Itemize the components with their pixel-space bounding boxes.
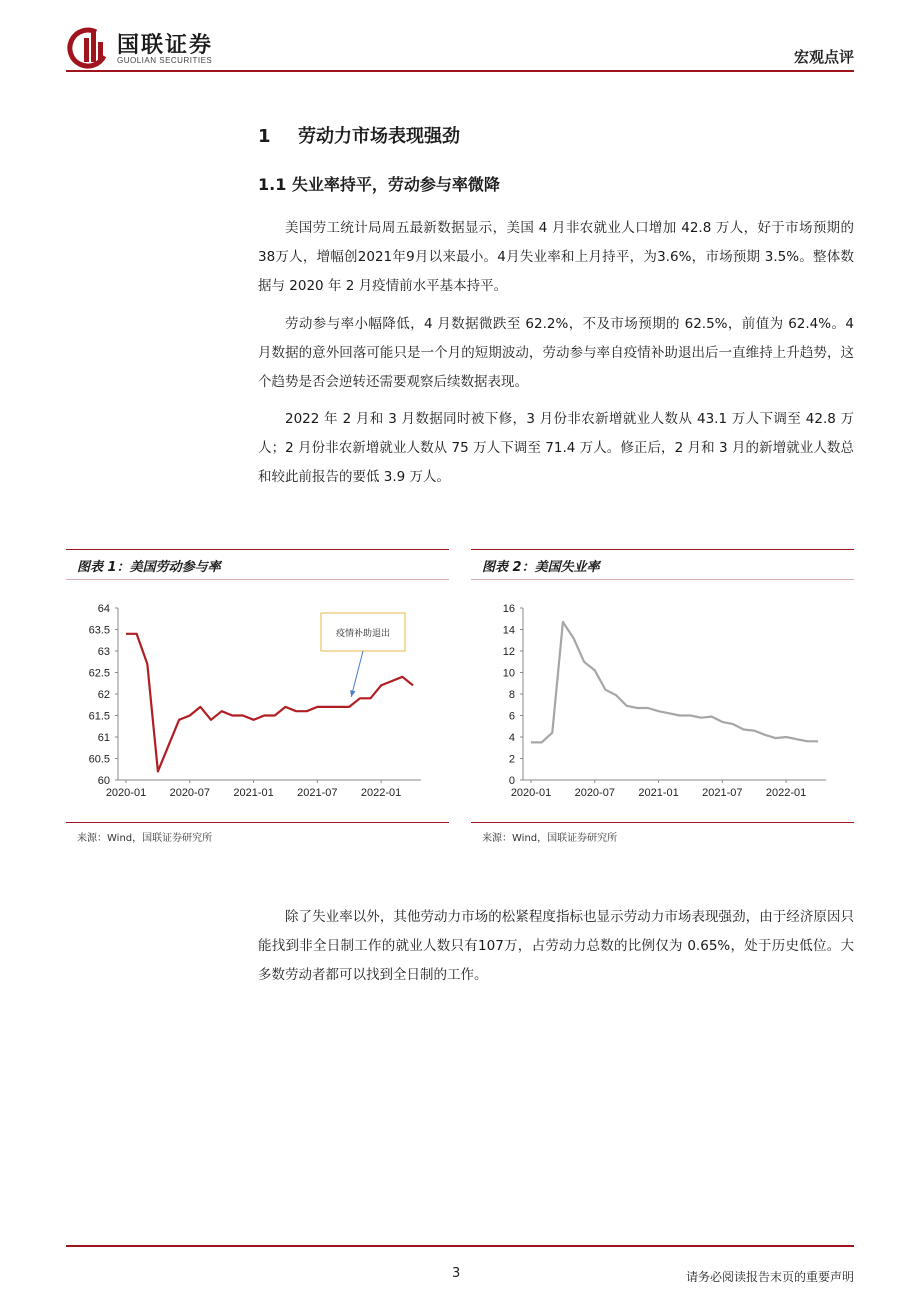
figure2-top-rule xyxy=(471,549,854,550)
disclaimer-note: 请务必阅读报告末页的重要声明 xyxy=(685,1270,854,1284)
y-tick-label: 64 xyxy=(97,603,110,615)
x-tick-label: 2020-07 xyxy=(169,787,210,799)
section-number: 1 xyxy=(258,126,271,147)
header-divider xyxy=(66,70,854,72)
figure1-bottom-rule xyxy=(66,822,449,823)
brand-name: 国联证券 xyxy=(117,33,214,58)
y-tick-label: 8 xyxy=(508,689,515,701)
y-tick-label: 62 xyxy=(97,689,110,701)
x-tick-label: 2021-07 xyxy=(702,787,743,799)
series-line-0 xyxy=(126,634,413,772)
figure1-source: 来源：Wind，国联证券研究所 xyxy=(77,833,213,844)
subsection-heading: 1.1 失业率持平，劳动参与率微降 xyxy=(258,175,500,194)
page-number: 3 xyxy=(452,1266,461,1281)
x-tick-label: 2021-01 xyxy=(638,787,679,799)
figure1-title-rule xyxy=(66,579,449,580)
x-tick-label: 2021-07 xyxy=(297,787,338,799)
figure2-source: 来源：Wind，国联证券研究所 xyxy=(482,833,618,844)
x-tick-label: 2020-01 xyxy=(510,787,552,799)
series-line-0 xyxy=(531,622,818,742)
x-tick-label: 2022-01 xyxy=(765,787,807,799)
paragraph-part-time: 除了失业率以外，其他劳动力市场的松紧程度指标也显示劳动力市场表现强劲，由于经济原因只能找到非全日制工作的就业人数只有107万，占劳动力总数的比例仅为 0.65%，处于历史低位。大多数劳动者都可以找到全日制的工作。 xyxy=(258,909,854,983)
x-tick-label: 2020-01 xyxy=(105,787,147,799)
paragraph-payrolls: 美国劳工统计局周五最新数据显示，美国 4 月非农就业人口增加 42.8 万人，好于市场预期的38万人，增幅创2021年9月以来最小。4月失业率和上月持平，为3.6%，市场预期 3.5%。整体数据与 2020 年 2 月疫情前水平基本持平。 xyxy=(258,220,854,294)
report-category: 宏观点评 xyxy=(793,48,854,66)
figure2-bottom-rule xyxy=(471,822,854,823)
y-tick-label: 14 xyxy=(502,624,515,637)
guolian-logo-icon xyxy=(66,26,110,70)
x-tick-label: 2021-01 xyxy=(233,787,274,799)
x-tick-label: 2022-01 xyxy=(360,787,402,799)
y-tick-label: 60.5 xyxy=(88,753,110,766)
paragraph-revisions: 2022 年 2 月和 3 月数据同时被下修，3 月份非农新增就业人数从 43.1 万人下调至 42.8 万人；2 月份非农新增就业人数从 75 万人下调至 71.4 万人。修正后，2 月和 3 月的新增就业人数总和较此前报告的要低 3.9 万人。 xyxy=(258,411,854,485)
figure1-title: 图表 1：美国劳动参与率 xyxy=(77,560,221,575)
y-tick-label: 63.5 xyxy=(88,624,110,637)
y-tick-label: 2 xyxy=(508,753,515,766)
y-tick-label: 10 xyxy=(502,667,515,680)
unemployment-rate-chart xyxy=(471,590,854,810)
participation-rate-chart xyxy=(66,590,449,810)
annotation-label: 疫情补助退出 xyxy=(335,628,391,638)
y-tick-label: 61.5 xyxy=(88,710,110,723)
y-tick-label: 63 xyxy=(97,646,110,658)
y-tick-label: 4 xyxy=(508,732,515,744)
annotation-arrow xyxy=(351,651,363,697)
brand-name-english: GUOLIAN SECURITIES xyxy=(117,56,213,65)
figure1-top-rule xyxy=(66,549,449,550)
y-tick-label: 61 xyxy=(97,732,110,744)
figure2-title: 图表 2：美国失业率 xyxy=(482,560,600,575)
y-tick-label: 16 xyxy=(502,603,515,615)
section-heading xyxy=(258,122,460,148)
x-tick-label: 2020-07 xyxy=(574,787,615,799)
y-tick-label: 6 xyxy=(508,710,515,723)
paragraph-participation: 劳动参与率小幅降低，4 月数据微跌至 62.2%，不及市场预期的 62.5%，前值为 62.4%。4 月数据的意外回落可能只是一个月的短期波动，劳动参与率自疫情补助退出后一直维持上升趋势，这个趋势是否会逆转还需要观察后续数据表现。 xyxy=(258,316,854,390)
y-tick-label: 62.5 xyxy=(88,667,110,680)
y-tick-label: 12 xyxy=(502,646,515,658)
y-tick-label: 60 xyxy=(97,775,110,787)
y-tick-label: 0 xyxy=(508,775,515,787)
section-title: 劳动力市场表现强劲 xyxy=(298,126,460,147)
figure2-title-rule xyxy=(471,579,854,580)
footer-divider xyxy=(66,1245,854,1247)
